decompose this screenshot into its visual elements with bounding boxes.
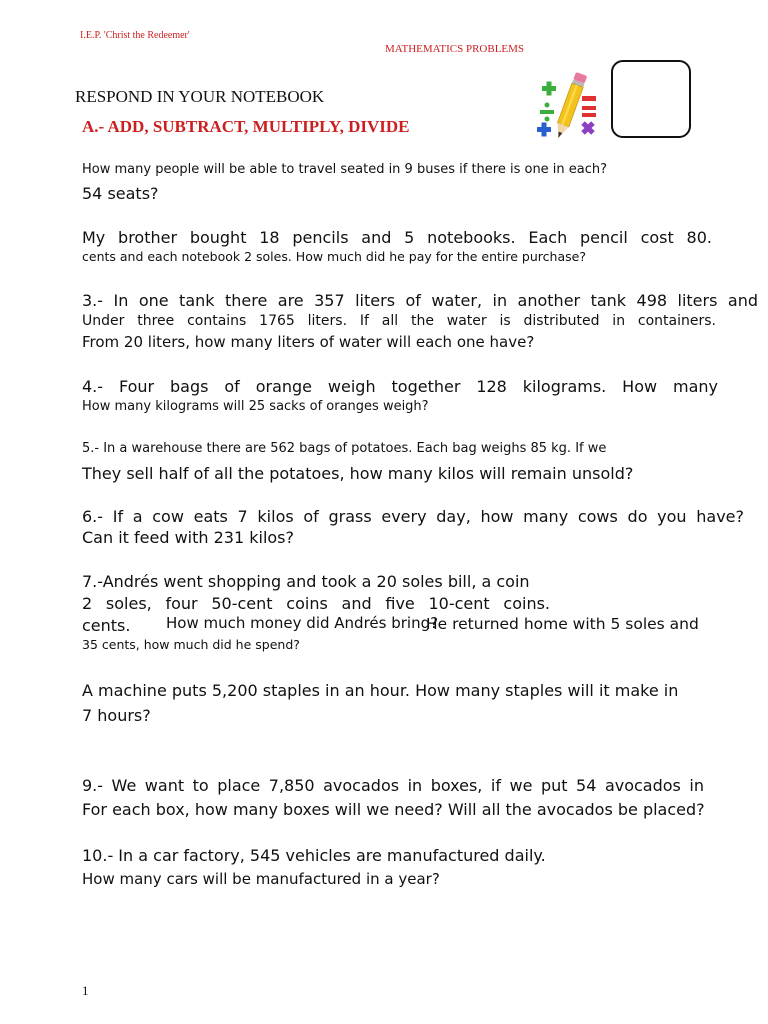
problem-2-line-1: My brother bought 18 pencils and 5 notebooks. Each pencil cost 80. <box>82 228 712 247</box>
school-name: I.E.P. 'Christ the Redeemer' <box>80 30 190 41</box>
problem-10-line-2: How many cars will be manufactured in a year? <box>82 870 440 888</box>
problem-3-line-3: From 20 liters, how many liters of water will each one have? <box>82 333 535 351</box>
problem-9-line-1: 9.- We want to place 7,850 avocados in boxes, if we put 54 avocados in <box>82 776 704 795</box>
instruction-heading: RESPOND IN YOUR NOTEBOOK <box>75 87 325 106</box>
math-pencil-icon <box>532 66 604 142</box>
problem-9-line-2: For each box, how many boxes will we need? Will all the avocados be placed? <box>82 800 705 819</box>
problem-7-returned: He returned home with 5 soles and <box>426 615 699 633</box>
problem-4-line-2: How many kilograms will 25 sacks of oranges weigh? <box>82 399 429 414</box>
problem-5-line-2: They sell half of all the potatoes, how many kilos will remain unsold? <box>82 464 634 483</box>
problem-10-line-1: 10.- In a car factory, 545 vehicles are manufactured daily. <box>82 846 546 865</box>
problem-7-line-4: 35 cents, how much did he spend? <box>82 637 300 652</box>
problem-3-line-2: Under three contains 1765 liters. If all the water is distributed in containers. <box>82 313 716 329</box>
problem-1-line-1: How many people will be able to travel seated in 9 buses if there is one in each? <box>82 162 608 177</box>
page-number: 1 <box>82 983 89 998</box>
problem-7-question: How much money did Andrés bring? <box>166 614 439 632</box>
problem-7-line-2: 2 soles, four 50-cent coins and five 10-cent coins. <box>82 594 550 613</box>
problem-7-line-3-cents: cents. <box>82 616 131 635</box>
document-title: MATHEMATICS PROBLEMS <box>385 43 525 55</box>
problem-4-line-1: 4.- Four bags of orange weigh together 128 kilograms. How many <box>82 377 718 396</box>
problem-8-line-1: A machine puts 5,200 staples in an hour. How many staples will it make in <box>82 681 679 700</box>
problem-8-line-2: 7 hours? <box>82 706 151 725</box>
problem-1-line-2: 54 seats? <box>82 184 159 203</box>
problem-3-line-1: 3.- In one tank there are 357 liters of water, in another tank 498 liters and <box>82 291 758 310</box>
problem-6-line-1: 6.- If a cow eats 7 kilos of grass every day, how many cows do you have? <box>82 507 744 526</box>
section-title: A.- ADD, SUBTRACT, MULTIPLY, DIVIDE <box>82 117 410 136</box>
problem-5-line-1: 5.- In a warehouse there are 562 bags of potatoes. Each bag weighs 85 kg. If we <box>82 441 607 456</box>
problem-6-line-2: Can it feed with 231 kilos? <box>82 528 294 547</box>
grade-box <box>611 60 691 138</box>
problem-7-line-1: 7.-Andrés went shopping and took a 20 soles bill, a coin <box>82 572 530 591</box>
problem-2-line-2: cents and each notebook 2 soles. How much did he pay for the entire purchase? <box>82 249 586 264</box>
